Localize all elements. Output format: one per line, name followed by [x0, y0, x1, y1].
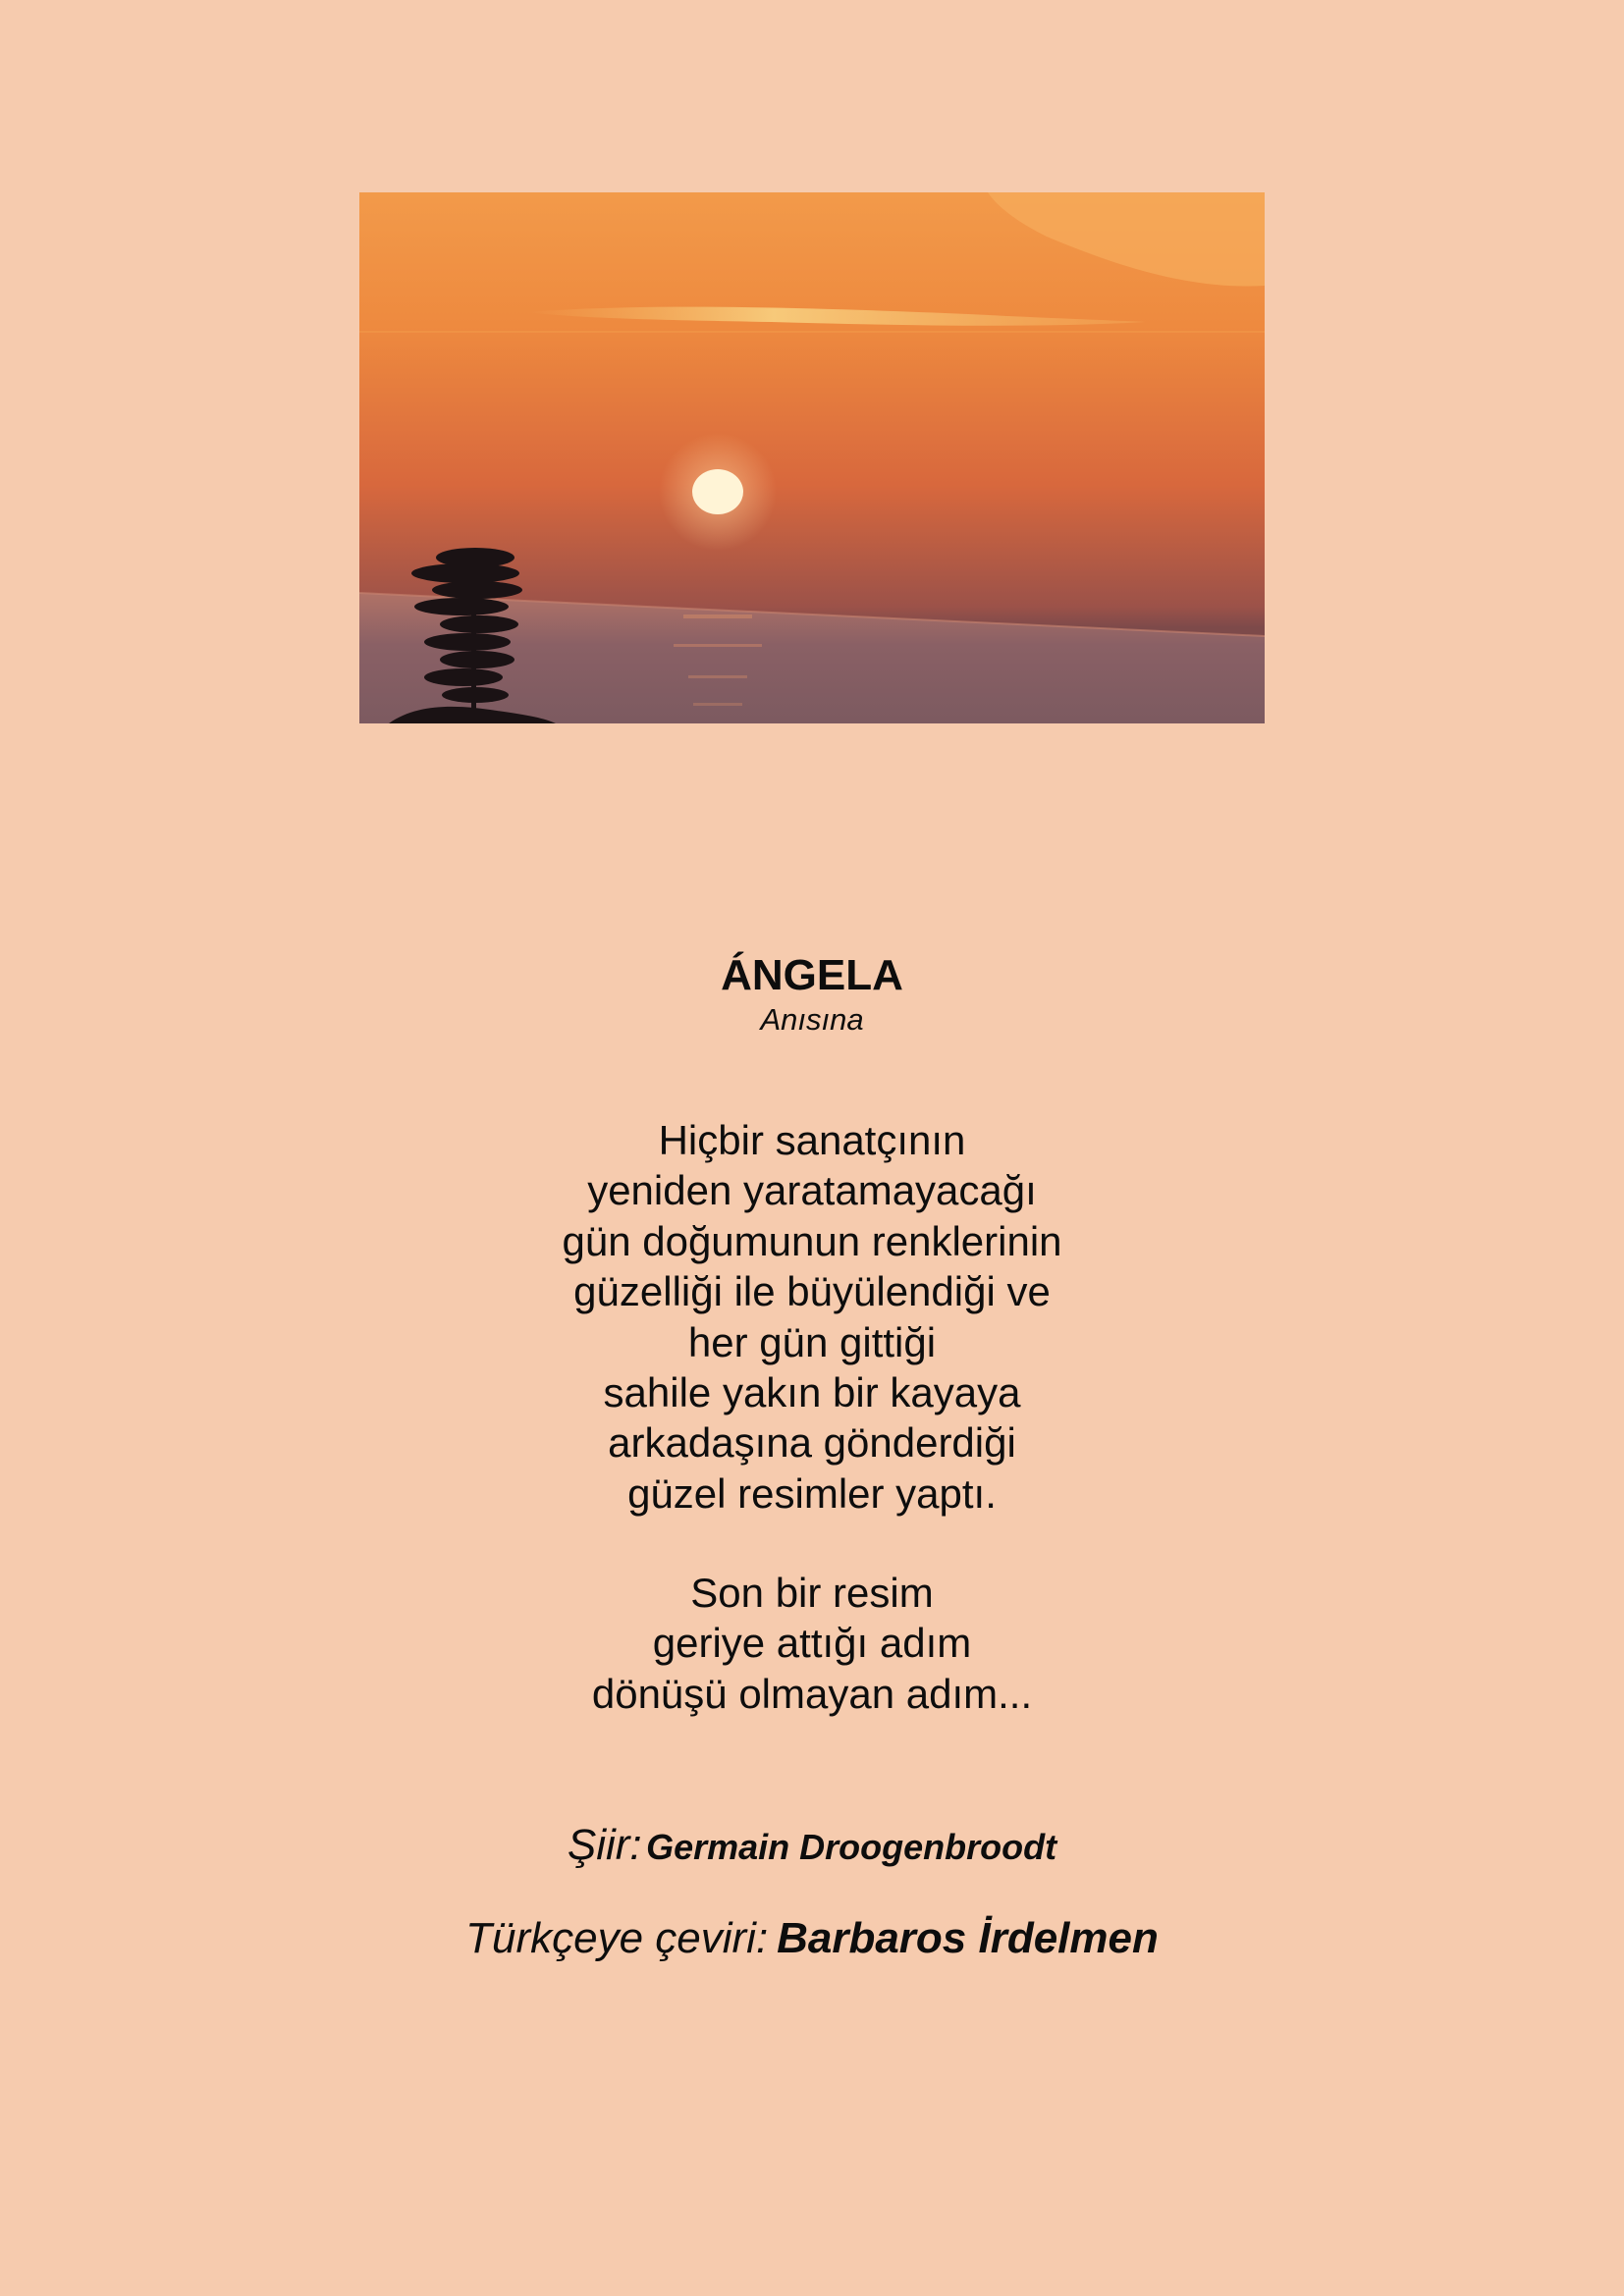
poem-line: sahile yakın bir kayaya — [603, 1369, 1021, 1416]
poem-line: arkadaşına gönderdiği — [608, 1419, 1016, 1467]
poem-line: her gün gittiği — [687, 1318, 937, 1365]
sunset-photo — [359, 192, 1265, 723]
poem-line: Son bir resim — [690, 1570, 934, 1616]
poem-line: geriye attığı adım — [652, 1620, 972, 1667]
poem-line: dönüşü olmayan adım... — [591, 1670, 1033, 1717]
poem-line: güzel resimler yaptı. — [627, 1469, 997, 1517]
poem-line: güzelliği ile büyülendiği ve — [573, 1268, 1051, 1315]
translator-label: Türkçeye çeviri: — [465, 1914, 769, 1962]
translator-name: Barbaros İrdelmen — [777, 1914, 1159, 1962]
poem-dedication: Anısına — [760, 1002, 864, 1037]
poem-stanza-2 — [0, 1568, 1624, 1719]
poet-name: Germain Droogenbroodt — [646, 1827, 1057, 1867]
poet-credit — [0, 1816, 1624, 1885]
poem-line: yeniden yaratamayacağı — [587, 1167, 1037, 1214]
poet-label: Şiir: — [567, 1821, 642, 1869]
poem-line: Hiçbir sanatçının — [658, 1117, 966, 1163]
translator-credit — [0, 1909, 1624, 1978]
poem-title: ÁNGELA — [721, 951, 903, 999]
poem-line: gün doğumunun renklerinin — [562, 1217, 1062, 1264]
poem-stanza-1 — [0, 1115, 1624, 1519]
